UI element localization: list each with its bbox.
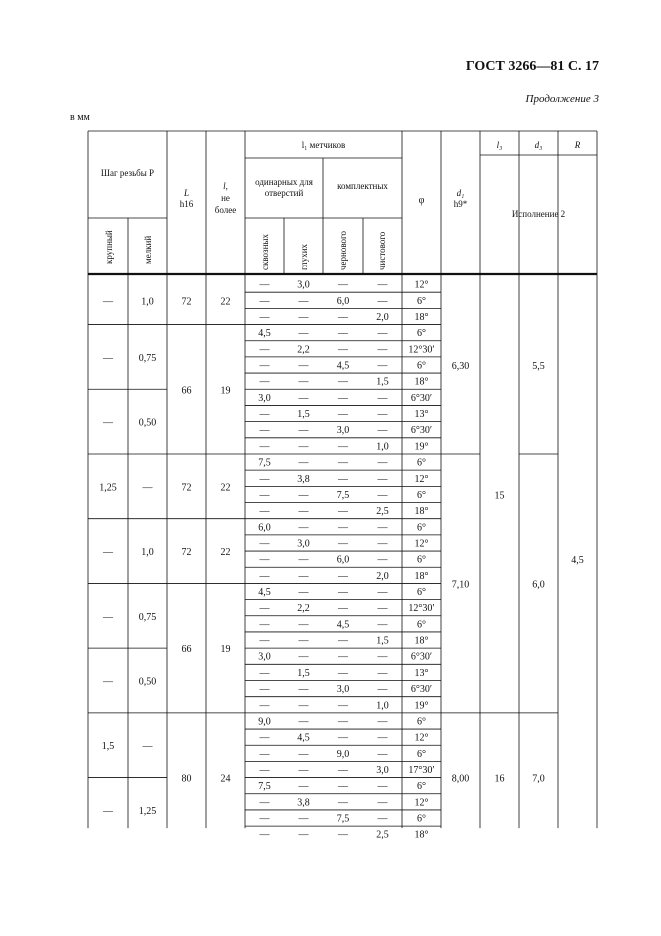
- l1-cell: —: [259, 554, 270, 566]
- l1-cell: 1,0: [376, 700, 389, 712]
- l1-cell: —: [338, 376, 348, 388]
- l1-cell: —: [377, 457, 388, 469]
- l1-cell: —: [338, 700, 348, 712]
- l1-cell: 3,0: [258, 651, 271, 663]
- l1-cell: —: [338, 311, 348, 323]
- l1-cell: —: [377, 360, 388, 372]
- pitch-fine-cell: 0,75: [138, 611, 157, 623]
- header-execution: Исполнение 2: [511, 209, 566, 219]
- l1-cell: 2,0: [376, 311, 389, 323]
- l1-cell: —: [377, 732, 388, 744]
- l1-cell: 7,5: [336, 813, 350, 825]
- l1-cell: 4,5: [297, 732, 310, 744]
- l1-cell: —: [338, 829, 348, 841]
- phi-cell: 6°: [417, 457, 426, 469]
- l1-cell: 3,0: [297, 538, 310, 550]
- header-l3: l₃: [496, 140, 503, 150]
- l1-cell: 3,0: [376, 764, 389, 776]
- l1-cell: —: [259, 344, 270, 356]
- l-cell: 24: [220, 773, 231, 785]
- l1-cell: —: [338, 764, 348, 776]
- l1-cell: —: [338, 570, 348, 582]
- phi-cell: 6°30′: [410, 684, 433, 696]
- phi-cell: 12°: [414, 538, 429, 550]
- d3-cell: 6,0: [532, 579, 545, 591]
- header-finish: чистового: [377, 231, 387, 270]
- l1-cell: —: [298, 522, 309, 534]
- l1-cell: 3,0: [297, 279, 310, 291]
- l1-cell: —: [259, 603, 270, 615]
- l1-cell: 1,5: [297, 667, 310, 679]
- header-coarse: крупный: [104, 230, 114, 264]
- l1-cell: 2,0: [376, 570, 389, 582]
- l1-cell: —: [377, 522, 388, 534]
- header-blind: глухих: [299, 243, 309, 270]
- phi-cell: 18°: [414, 376, 429, 388]
- l-cell: 19: [220, 644, 231, 656]
- l1-cell: —: [377, 813, 388, 825]
- L-cell: 72: [181, 296, 192, 308]
- d3-cell: 7,0: [532, 773, 545, 785]
- phi-cell: 18°: [414, 311, 429, 323]
- l1-cell: 4,5: [336, 360, 350, 372]
- l1-cell: 1,5: [376, 376, 389, 388]
- l1-cell: 4,5: [258, 587, 271, 599]
- pitch-coarse-cell: —: [103, 676, 113, 688]
- l1-cell: —: [338, 732, 348, 744]
- l1-cell: 3,0: [258, 392, 271, 404]
- l1-cell: 7,5: [258, 781, 271, 793]
- l1-cell: —: [298, 700, 309, 712]
- header-rough: чернового: [338, 231, 348, 270]
- phi-cell: 19°: [414, 441, 429, 453]
- l1-cell: 9,0: [258, 716, 271, 728]
- l1-cell: 6,0: [336, 554, 350, 566]
- l1-cell: 1,0: [376, 441, 389, 453]
- phi-cell: 19°: [414, 700, 429, 712]
- l1-cell: —: [377, 473, 388, 485]
- pitch-coarse-cell: 1,25: [99, 482, 117, 494]
- phi-cell: 12°30′: [408, 603, 435, 615]
- l1-cell: —: [338, 279, 348, 291]
- l1-cell: —: [377, 409, 388, 421]
- l1-cell: —: [298, 441, 309, 453]
- l1-cell: —: [377, 328, 388, 340]
- phi-cell: 18°: [414, 506, 429, 518]
- l1-cell: —: [298, 328, 309, 340]
- phi-cell: 6°: [417, 522, 426, 534]
- l1-cell: —: [259, 635, 270, 647]
- l1-cell: —: [338, 538, 348, 550]
- l1-cell: 7,5: [258, 457, 271, 469]
- l1-cell: —: [259, 360, 270, 372]
- header-fine: мелкий: [143, 235, 153, 264]
- pitch-fine-cell: 1,0: [141, 296, 154, 308]
- l1-cell: —: [377, 538, 388, 550]
- l-cell: 22: [220, 296, 231, 308]
- pitch-fine-cell: 1,25: [138, 805, 157, 817]
- phi-cell: 6°: [417, 295, 426, 307]
- l1-cell: —: [259, 748, 270, 760]
- l1-cell: 9,0: [336, 748, 350, 760]
- pitch-coarse-cell: —: [103, 417, 113, 429]
- L-cell: 72: [181, 482, 192, 494]
- l1-cell: —: [298, 813, 309, 825]
- header-l1-group: l₁ метчиков: [301, 140, 346, 150]
- pitch-fine-cell: —: [142, 741, 153, 753]
- pitch-fine-cell: 0,50: [138, 676, 157, 688]
- l1-cell: —: [338, 651, 348, 663]
- phi-cell: 6°: [417, 587, 426, 599]
- l-cell: 19: [220, 385, 231, 397]
- l1-cell: 4,5: [336, 619, 350, 631]
- l1-cell: —: [377, 587, 388, 599]
- l1-cell: 6,0: [258, 522, 271, 534]
- l1-cell: —: [298, 376, 309, 388]
- l1-cell: 4,5: [258, 328, 271, 340]
- l1-cell: —: [338, 635, 348, 647]
- l1-cell: —: [377, 748, 388, 760]
- header-d1-tolerance: h9*: [453, 199, 468, 209]
- phi-cell: 6°30′: [410, 392, 433, 404]
- l1-cell: —: [259, 684, 270, 696]
- header-single-2: отверстий: [264, 188, 304, 198]
- units-label: в мм: [70, 112, 90, 123]
- phi-cell: 13°: [414, 667, 429, 679]
- header-complect: комплектных: [337, 181, 388, 191]
- l1-cell: —: [298, 587, 309, 599]
- l1-cell: —: [298, 392, 309, 404]
- l1-cell: —: [338, 797, 348, 809]
- header-d1: d₁: [456, 188, 465, 198]
- l1-cell: —: [377, 667, 388, 679]
- l1-cell: —: [298, 489, 309, 501]
- R-cell: 4,5: [571, 555, 584, 567]
- L-cell: 80: [181, 773, 192, 785]
- header-l-ne: не: [221, 193, 230, 203]
- l3-cell: 15: [494, 490, 505, 502]
- l1-cell: —: [338, 473, 348, 485]
- l1-cell: —: [298, 635, 309, 647]
- l-cell: 22: [220, 547, 231, 559]
- l1-cell: —: [338, 506, 348, 518]
- l1-cell: —: [377, 344, 388, 356]
- header-l: l,: [223, 181, 228, 191]
- phi-cell: 18°: [414, 829, 429, 841]
- l1-cell: 3,8: [297, 473, 310, 485]
- phi-cell: 12°: [414, 732, 429, 744]
- d1-cell: 6,30: [451, 360, 470, 372]
- l1-cell: —: [377, 797, 388, 809]
- l1-cell: —: [298, 554, 309, 566]
- l1-cell: —: [259, 619, 270, 631]
- l1-cell: —: [338, 328, 348, 340]
- l1-cell: —: [259, 295, 270, 307]
- phi-cell: 6°30′: [410, 651, 433, 663]
- phi-cell: 6°: [417, 813, 426, 825]
- l1-cell: —: [259, 425, 270, 437]
- l1-cell: —: [377, 489, 388, 501]
- phi-cell: 18°: [414, 635, 429, 647]
- l1-cell: —: [338, 603, 348, 615]
- d1-cell: 8,00: [451, 773, 470, 785]
- l1-cell: 3,0: [336, 684, 350, 696]
- l1-cell: 7,5: [336, 489, 350, 501]
- d3-cell: 5,5: [532, 360, 545, 372]
- l1-cell: —: [338, 587, 348, 599]
- phi-cell: 13°: [414, 409, 429, 421]
- pitch-fine-cell: 1,0: [141, 547, 154, 559]
- header-pitch: Шаг резьбы P: [100, 168, 155, 178]
- header-L: L: [183, 188, 190, 198]
- l1-cell: —: [338, 457, 348, 469]
- l1-cell: —: [338, 441, 348, 453]
- phi-cell: 6°: [417, 781, 426, 793]
- l1-cell: —: [259, 489, 270, 501]
- l1-cell: —: [377, 279, 388, 291]
- header-l-bolee: более: [214, 205, 237, 215]
- l1-cell: —: [338, 781, 348, 793]
- l1-cell: —: [298, 764, 309, 776]
- pitch-fine-cell: 0,75: [138, 352, 157, 364]
- l1-cell: —: [259, 311, 270, 323]
- header-phi: φ: [418, 195, 425, 206]
- l1-cell: 3,8: [297, 797, 310, 809]
- l1-cell: —: [259, 279, 270, 291]
- l1-cell: —: [338, 667, 348, 679]
- l1-cell: —: [259, 764, 270, 776]
- header-single: одинарных для: [255, 177, 313, 187]
- phi-cell: 6°30′: [410, 425, 433, 437]
- l1-cell: —: [298, 716, 309, 728]
- l1-cell: —: [338, 344, 348, 356]
- phi-cell: 6°: [417, 328, 426, 340]
- phi-cell: 6°: [417, 716, 426, 728]
- l1-cell: 2,2: [297, 603, 310, 615]
- header-R: R: [574, 140, 581, 150]
- phi-cell: 12°30′: [408, 344, 435, 356]
- header-through: сквозных: [260, 234, 270, 270]
- l1-cell: —: [377, 684, 388, 696]
- l1-cell: —: [259, 667, 270, 679]
- l1-cell: 2,2: [297, 344, 310, 356]
- l1-cell: —: [377, 716, 388, 728]
- l1-cell: —: [298, 619, 309, 631]
- l1-cell: —: [338, 716, 348, 728]
- pitch-coarse-cell: —: [103, 547, 113, 559]
- l1-cell: —: [298, 651, 309, 663]
- l1-cell: —: [259, 538, 270, 550]
- pitch-coarse-cell: —: [103, 805, 113, 817]
- l3-cell: 16: [494, 773, 505, 785]
- l1-cell: —: [298, 570, 309, 582]
- l1-cell: —: [377, 425, 388, 437]
- phi-cell: 6°: [417, 489, 426, 501]
- l1-cell: —: [338, 409, 348, 421]
- l1-cell: —: [298, 781, 309, 793]
- phi-cell: 17°30′: [408, 764, 435, 776]
- l1-cell: —: [298, 457, 309, 469]
- l1-cell: —: [259, 813, 270, 825]
- phi-cell: 18°: [414, 570, 429, 582]
- l1-cell: —: [259, 506, 270, 518]
- pitch-coarse-cell: —: [103, 611, 113, 623]
- l1-cell: 2,5: [376, 506, 389, 518]
- pitch-coarse-cell: 1,5: [101, 741, 115, 753]
- L-cell: 66: [181, 385, 192, 397]
- phi-cell: 6°: [417, 554, 426, 566]
- page-title: ГОСТ 3266—81 С. 17: [465, 59, 599, 74]
- l1-cell: —: [377, 295, 388, 307]
- l1-cell: —: [298, 748, 309, 760]
- l1-cell: —: [298, 295, 309, 307]
- l1-cell: —: [377, 619, 388, 631]
- phi-cell: 6°: [417, 619, 426, 631]
- l1-cell: —: [259, 700, 270, 712]
- l1-cell: —: [377, 554, 388, 566]
- l1-cell: —: [377, 603, 388, 615]
- l1-cell: 1,5: [297, 409, 310, 421]
- header-L-tolerance: h16: [179, 199, 194, 209]
- phi-cell: 12°: [414, 797, 429, 809]
- l1-cell: 3,0: [336, 425, 350, 437]
- L-cell: 72: [181, 547, 192, 559]
- l1-cell: 2,5: [376, 829, 389, 841]
- l1-cell: —: [298, 360, 309, 372]
- l1-cell: —: [377, 781, 388, 793]
- phi-cell: 6°: [417, 748, 426, 760]
- header-d3: d₃: [534, 140, 543, 150]
- l1-cell: —: [298, 506, 309, 518]
- l1-cell: —: [259, 409, 270, 421]
- phi-cell: 12°: [414, 473, 429, 485]
- l1-cell: —: [338, 392, 348, 404]
- l1-cell: —: [298, 684, 309, 696]
- phi-cell: 12°: [414, 279, 429, 291]
- l1-cell: —: [259, 376, 270, 388]
- l1-cell: —: [259, 829, 270, 841]
- l1-cell: —: [298, 425, 309, 437]
- l1-cell: —: [259, 570, 270, 582]
- l1-cell: —: [377, 392, 388, 404]
- l1-cell: 6,0: [336, 295, 350, 307]
- pitch-fine-cell: 0,50: [138, 417, 157, 429]
- pitch-coarse-cell: —: [103, 352, 113, 364]
- l1-cell: —: [298, 311, 309, 323]
- l1-cell: —: [259, 732, 270, 744]
- d1-cell: 7,10: [451, 579, 470, 591]
- l1-cell: —: [377, 651, 388, 663]
- pitch-fine-cell: —: [142, 482, 153, 494]
- l1-cell: —: [259, 441, 270, 453]
- l1-cell: 1,5: [376, 635, 389, 647]
- phi-cell: 6°: [417, 360, 426, 372]
- continuation-label: Продолжение 3: [525, 93, 599, 105]
- l1-cell: —: [298, 829, 309, 841]
- l-cell: 22: [220, 482, 231, 494]
- L-cell: 66: [181, 644, 192, 656]
- l1-cell: —: [259, 473, 270, 485]
- l1-cell: —: [338, 522, 348, 534]
- l1-cell: —: [259, 797, 270, 809]
- pitch-coarse-cell: —: [103, 296, 113, 308]
